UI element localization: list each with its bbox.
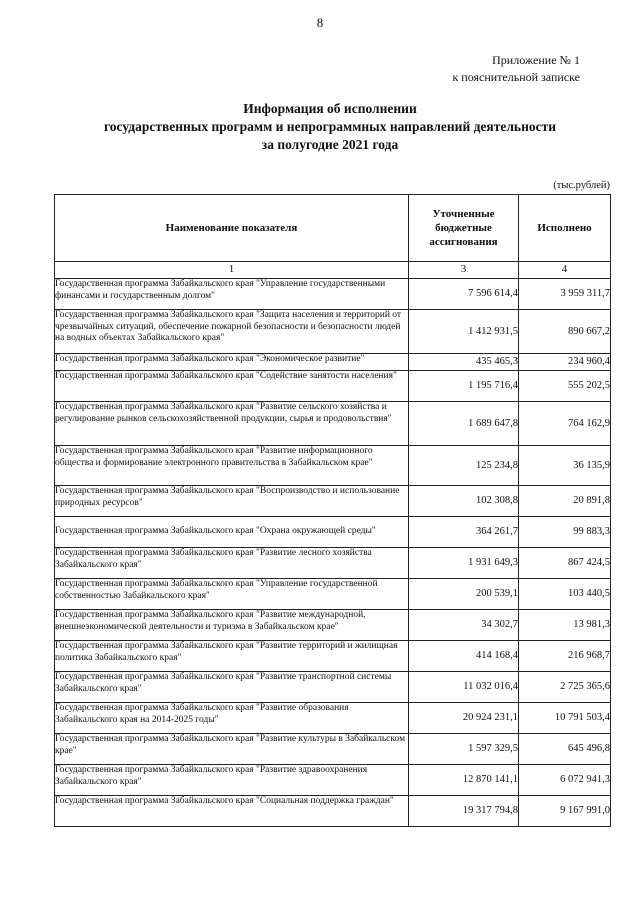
table-row [55,402,611,446]
allocated-value: 12 870 141,1 [409,765,519,796]
allocated-value: 19 317 794,8 [409,796,519,827]
executed-value: 2 725 365,6 [519,672,611,703]
allocated-value: 20 924 231,1 [409,703,519,734]
executed-value: 99 883,3 [519,517,611,548]
units-label: (тыс.рублей) [553,180,610,191]
executed-value: 20 891,8 [519,486,611,517]
executed-value: 764 162,9 [519,402,611,446]
program-name: Государственная программа Забайкальского края "Развитие образования Забайкальского края на 2014-2025 годы" [55,703,409,734]
program-name: Государственная программа Забайкальского края "Экономическое развитие" [55,354,409,371]
allocated-value: 1 931 649,3 [409,548,519,579]
table-row [55,548,611,579]
executed-value: 645 496,8 [519,734,611,765]
column-number: 3 [409,262,519,279]
header-allocated: Уточненные бюджетные ассигнования [409,195,519,262]
program-name: Государственная программа Забайкальского края "Защита населения и территорий от чрезвычайных ситуаций, обеспечение пожарной безопасности и безопасности людей на водных объектах Забайкальского края" [55,310,409,354]
allocated-value: 11 032 016,4 [409,672,519,703]
title-line-2: государственных программ и непрограммных направлений деятельности [103,119,556,134]
table-row [55,765,611,796]
table-row [55,279,611,310]
table-row [55,371,611,402]
executed-value: 216 968,7 [519,641,611,672]
program-name: Государственная программа Забайкальского края "Охрана окружающей среды" [55,517,409,548]
executed-value: 9 167 991,0 [519,796,611,827]
table-row [55,641,611,672]
program-name: Государственная программа Забайкальского края "Социальная поддержка граждан" [55,796,409,827]
column-number: 4 [519,262,611,279]
allocated-value: 7 596 614,4 [409,279,519,310]
column-number: 1 [55,262,409,279]
executed-value: 103 440,5 [519,579,611,610]
allocated-value: 1 597 329,5 [409,734,519,765]
executed-value: 13 981,3 [519,610,611,641]
appendix-note [452,52,580,86]
allocated-value: 1 412 931,5 [409,310,519,354]
program-name: Государственная программа Забайкальского края "Развитие транспортной системы Забайкальского края" [55,672,409,703]
allocated-value: 125 234,8 [409,446,519,486]
program-name: Государственная программа Забайкальского края "Развитие сельского хозяйства и регулирование рынков сельскохозяйственной продукции, сырья и продовольствия" [55,402,409,446]
title-line-3: за полугодие 2021 года [261,137,399,152]
table-row [55,703,611,734]
table-row [55,610,611,641]
page-number: 8 [316,15,324,30]
executed-value: 3 959 311,7 [519,279,611,310]
document-title [40,100,620,154]
program-name: Государственная программа Забайкальского края "Развитие культуры в Забайкальском крае" [55,734,409,765]
program-name: Государственная программа Забайкальского края "Воспроизводство и использование природных ресурсов" [55,486,409,517]
allocated-value: 102 308,8 [409,486,519,517]
column-number-row [55,262,611,279]
allocated-value: 1 195 716,4 [409,371,519,402]
header-name: Наименование показателя [55,195,409,262]
executed-value: 10 791 503,4 [519,703,611,734]
title-line-1: Информация об исполнении [243,101,417,116]
executed-value: 234 960,4 [519,354,611,371]
table-header-row [55,195,611,262]
executed-value: 890 667,2 [519,310,611,354]
table-row [55,310,611,354]
program-name: Государственная программа Забайкальского края "Управление государственными финансами и государственным долгом" [55,279,409,310]
table-row [55,579,611,610]
appendix-line-2: к пояснительной записке [452,70,580,84]
appendix-line-1: Приложение № 1 [492,53,580,67]
allocated-value: 200 539,1 [409,579,519,610]
header-executed: Исполнено [519,195,611,262]
table-row [55,734,611,765]
program-name: Государственная программа Забайкальского края "Содействие занятости населения" [55,371,409,402]
table-row [55,672,611,703]
program-name: Государственная программа Забайкальского края "Развитие информационного общества и формирование электронного правительства в Забайкальском крае" [55,446,409,486]
allocated-value: 1 689 647,8 [409,402,519,446]
allocated-value: 414 168,4 [409,641,519,672]
program-name: Государственная программа Забайкальского края "Развитие территорий и жилищная политика Забайкальского края" [55,641,409,672]
table-row [55,354,611,371]
executed-value: 6 072 941,3 [519,765,611,796]
program-name: Государственная программа Забайкальского края "Развитие лесного хозяйства Забайкальского края" [55,548,409,579]
allocated-value: 364 261,7 [409,517,519,548]
table-row [55,517,611,548]
budget-table [54,194,611,827]
allocated-value: 435 465,3 [409,354,519,371]
executed-value: 555 202,5 [519,371,611,402]
executed-value: 36 135,9 [519,446,611,486]
program-name: Государственная программа Забайкальского края "Развитие здравоохранения Забайкальского края" [55,765,409,796]
executed-value: 867 424,5 [519,548,611,579]
program-name: Государственная программа Забайкальского края "Управление государственной собственностью Забайкальского края" [55,579,409,610]
table-row [55,446,611,486]
allocated-value: 34 302,7 [409,610,519,641]
table-row [55,486,611,517]
program-name: Государственная программа Забайкальского края "Развитие международной, внешнеэкономической деятельности и туризма в Забайкальском крае" [55,610,409,641]
table-row [55,796,611,827]
